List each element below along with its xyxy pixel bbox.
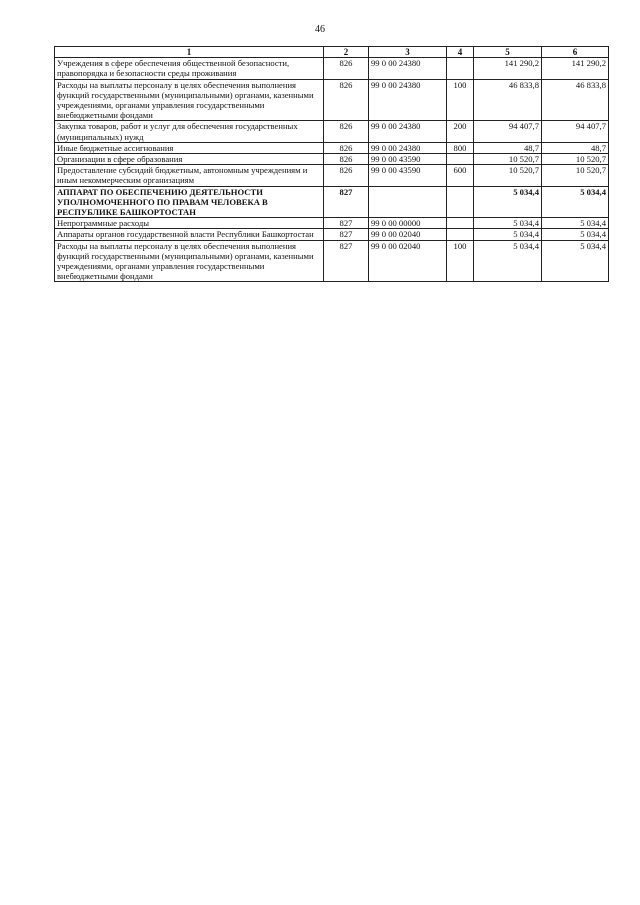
row-expense-type-cell: 200 [447, 121, 474, 142]
row-article-cell: 99 0 00 43590 [369, 154, 447, 165]
row-expense-type-cell [447, 154, 474, 165]
header-col-5: 5 [474, 47, 542, 58]
row-code-cell: 826 [324, 79, 369, 121]
row-code-cell: 827 [324, 186, 369, 218]
row-amount-col6-cell: 10 520,7 [542, 154, 609, 165]
table-header-row [55, 47, 609, 58]
row-code-cell: 826 [324, 121, 369, 142]
row-amount-col6-cell: 5 034,4 [542, 218, 609, 229]
row-amount-col6-cell: 5 034,4 [542, 186, 609, 218]
row-amount-col6-cell: 141 290,2 [542, 58, 609, 79]
row-article-cell [369, 186, 447, 218]
row-name-cell: Предоставление субсидий бюджетным, автономным учреждениям и иным некоммерческим организациям [55, 165, 324, 186]
table-row [55, 154, 609, 165]
table-row [55, 186, 609, 218]
row-amount-col6-cell: 94 407,7 [542, 121, 609, 142]
row-amount-col6-cell: 5 034,4 [542, 229, 609, 240]
row-amount-col5-cell: 46 833,8 [474, 79, 542, 121]
row-expense-type-cell: 100 [447, 79, 474, 121]
header-col-6: 6 [542, 47, 609, 58]
table-body [55, 58, 609, 282]
header-col-2: 2 [324, 47, 369, 58]
row-code-cell: 826 [324, 165, 369, 186]
row-expense-type-cell: 800 [447, 142, 474, 153]
row-article-cell: 99 0 00 02040 [369, 229, 447, 240]
row-article-cell: 99 0 00 24380 [369, 121, 447, 142]
row-expense-type-cell: 600 [447, 165, 474, 186]
row-amount-col5-cell: 5 034,4 [474, 229, 542, 240]
row-article-cell: 99 0 00 24380 [369, 79, 447, 121]
table-row [55, 229, 609, 240]
row-expense-type-cell [447, 186, 474, 218]
page-number: 46 [315, 24, 325, 35]
row-amount-col6-cell: 48,7 [542, 142, 609, 153]
row-amount-col5-cell: 48,7 [474, 142, 542, 153]
row-article-cell: 99 0 00 02040 [369, 240, 447, 282]
row-code-cell: 827 [324, 218, 369, 229]
row-name-cell: АППАРАТ ПО ОБЕСПЕЧЕНИЮ ДЕЯТЕЛЬНОСТИ УПОЛНОМОЧЕННОГО ПО ПРАВАМ ЧЕЛОВЕКА В РЕСПУБЛИКЕ БАШКОРТОСТАН [55, 186, 324, 218]
row-code-cell: 827 [324, 240, 369, 282]
row-code-cell: 826 [324, 142, 369, 153]
budget-table [54, 46, 609, 282]
row-amount-col5-cell: 94 407,7 [474, 121, 542, 142]
header-col-1: 1 [55, 47, 324, 58]
row-expense-type-cell: 100 [447, 240, 474, 282]
table-row [55, 240, 609, 282]
row-name-cell: Аппараты органов государственной власти Республики Башкортостан [55, 229, 324, 240]
row-name-cell: Учреждения в сфере обеспечения общественной безопасности, правопорядка и безопасности среды проживания [55, 58, 324, 79]
header-col-3: 3 [369, 47, 447, 58]
row-article-cell: 99 0 00 00000 [369, 218, 447, 229]
row-amount-col6-cell: 5 034,4 [542, 240, 609, 282]
table-row [55, 218, 609, 229]
row-amount-col5-cell: 5 034,4 [474, 240, 542, 282]
row-amount-col6-cell: 46 833,8 [542, 79, 609, 121]
row-name-cell: Организации в сфере образования [55, 154, 324, 165]
table-row [55, 142, 609, 153]
table-row [55, 121, 609, 142]
row-article-cell: 99 0 00 43590 [369, 165, 447, 186]
row-amount-col5-cell: 10 520,7 [474, 154, 542, 165]
row-code-cell: 827 [324, 229, 369, 240]
row-name-cell: Расходы на выплаты персоналу в целях обеспечения выполнения функций государственными (муниципальными) органами, казенными учреждениями, органами управления государственными внебюджетными фондами [55, 79, 324, 121]
row-article-cell: 99 0 00 24380 [369, 142, 447, 153]
table-row [55, 58, 609, 79]
table-row [55, 79, 609, 121]
row-code-cell: 826 [324, 154, 369, 165]
row-amount-col5-cell: 10 520,7 [474, 165, 542, 186]
table-row [55, 165, 609, 186]
row-expense-type-cell [447, 229, 474, 240]
header-col-4: 4 [447, 47, 474, 58]
row-amount-col5-cell: 5 034,4 [474, 186, 542, 218]
row-expense-type-cell [447, 218, 474, 229]
row-amount-col5-cell: 5 034,4 [474, 218, 542, 229]
row-expense-type-cell [447, 58, 474, 79]
row-name-cell: Закупка товаров, работ и услуг для обеспечения государственных (муниципальных) нужд [55, 121, 324, 142]
row-name-cell: Непрограммные расходы [55, 218, 324, 229]
row-name-cell: Иные бюджетные ассигнования [55, 142, 324, 153]
row-amount-col6-cell: 10 520,7 [542, 165, 609, 186]
row-name-cell: Расходы на выплаты персоналу в целях обеспечения выполнения функций государственными (муниципальными) органами, казенными учреждениями, органами управления государственными внебюджетными фондами [55, 240, 324, 282]
row-amount-col5-cell: 141 290,2 [474, 58, 542, 79]
row-article-cell: 99 0 00 24380 [369, 58, 447, 79]
row-code-cell: 826 [324, 58, 369, 79]
